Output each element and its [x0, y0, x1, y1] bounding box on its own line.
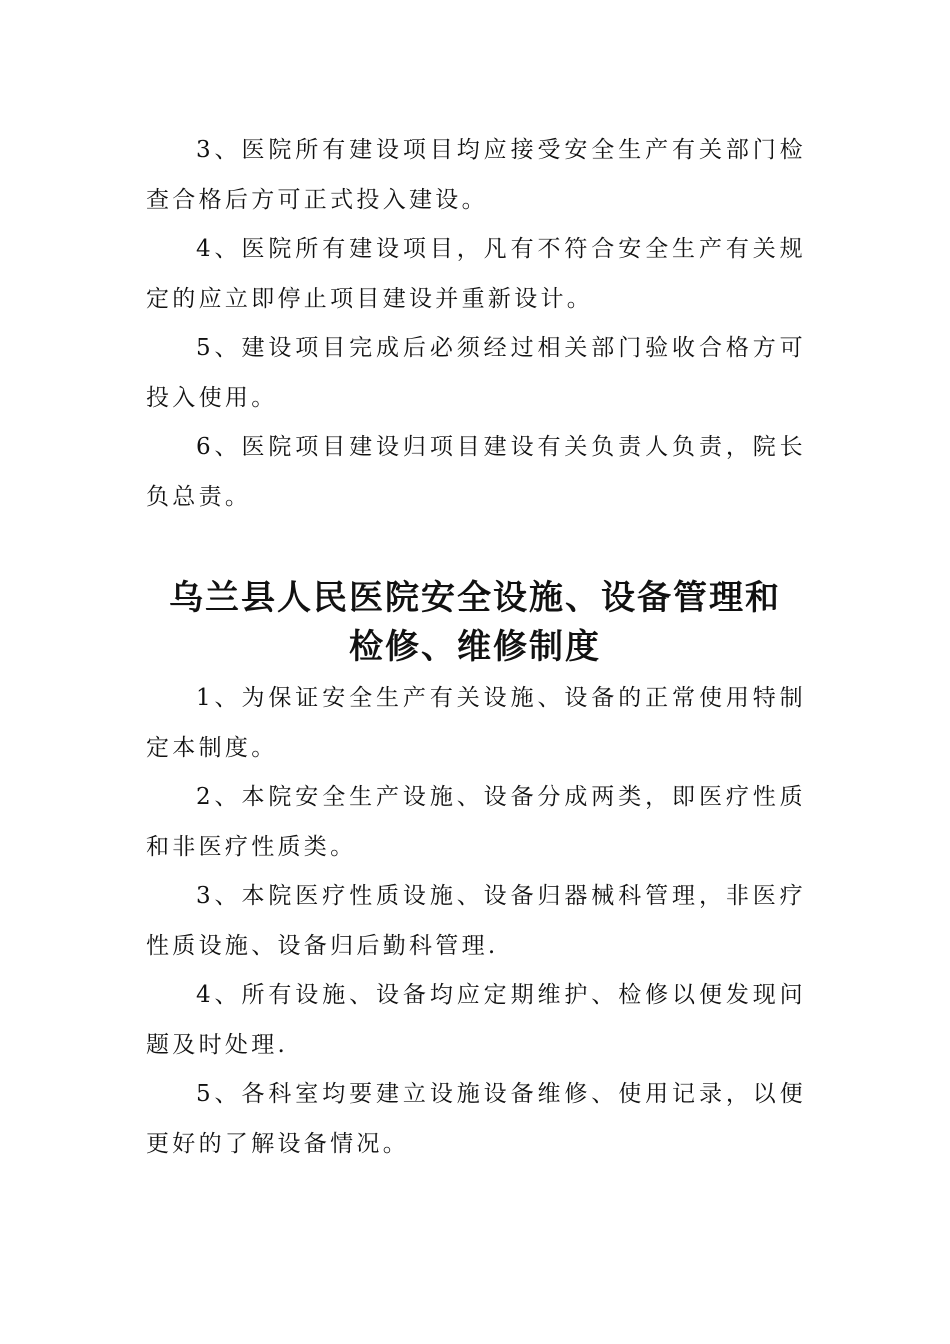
paragraph-item-4: 4、所有设施、设备均应定期维护、检修以便发现问题及时处理. [146, 982, 806, 1058]
heading-line-1: 乌兰县人民医院安全设施、设备管理和 [169, 578, 781, 618]
section-heading [120, 574, 830, 672]
rules-section-equipment [146, 674, 806, 1169]
paragraph-item-1: 1、为保证安全生产有关设施、设备的正常使用特制定本制度。 [146, 685, 806, 761]
paragraph-item-6: 6、医院项目建设归项目建设有关负责人负责，院长负总责。 [146, 434, 806, 510]
paragraph-item-4: 4、医院所有建设项目，凡有不符合安全生产有关规定的应立即停止项目建设并重新设计。 [146, 236, 806, 312]
paragraph-item-2: 2、本院安全生产设施、设备分成两类，即医疗性质和非医疗性质类。 [146, 784, 806, 860]
paragraph-item-5: 5、各科室均要建立设施设备维修、使用记录，以便更好的了解设备情况。 [146, 1081, 806, 1157]
paragraph-item-3: 3、本院医疗性质设施、设备归器械科管理，非医疗性质设施、设备归后勤科管理. [146, 883, 806, 959]
paragraph-item-5: 5、建设项目完成后必须经过相关部门验收合格方可投入使用。 [146, 335, 806, 411]
paragraph-item-3: 3、医院所有建设项目均应接受安全生产有关部门检查合格后方可正式投入建设。 [146, 137, 806, 213]
heading-line-2: 检修、维修制度 [349, 627, 601, 667]
rules-section-previous [146, 126, 806, 522]
